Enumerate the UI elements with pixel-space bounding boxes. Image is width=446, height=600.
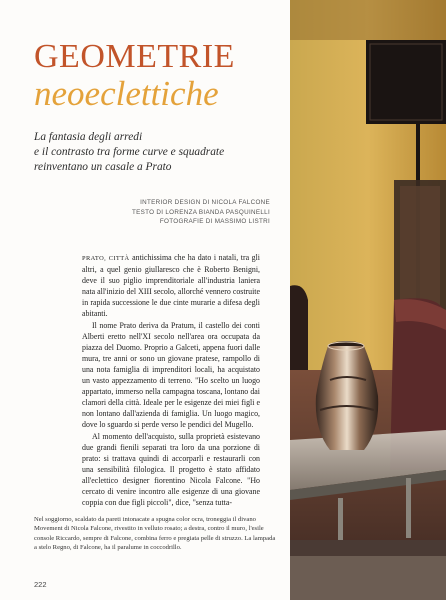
body-paragraph-text: antichissima che ha dato i natali, tra gli altri, a quel genio giullaresco che è Roberto Benigni, deve il suo piglio imprenditoriale all'industria laniera nata all'inizio del XIII secolo, allorché vennero costruite in rapida successione le due cinte murarie a difesa degli abitanti. [82, 253, 260, 319]
body-lead-in: PRATO, CITTÀ [82, 255, 130, 262]
body-paragraph [82, 252, 260, 320]
subtitle-line: e il contrasto tra forme curve e squadrate [34, 146, 225, 158]
article-title: GEOMETRIE [34, 38, 235, 75]
credit-text: TESTO DI LORENZA BIANDA PASQUINELLI [132, 208, 270, 216]
body-paragraph: Al momento dell'acquisto, sulla proprietà esistevano due grandi fienili separati tra loro da una porzione di prato: si trattava quindi di accorparli e restaurarli con una sensibilità filologica. Il progetto è stato affidato all'eclettico designer fiorentino Nicola Falcone. "Ho cercato di venire incontro alle esigenze di una giovane coppia con due figli piccoli", dice, "senza tutta- [82, 431, 260, 508]
page-number: 222 [34, 580, 47, 589]
article-credits [80, 198, 270, 227]
article-body [82, 252, 260, 508]
interior-photo-illustration [290, 0, 446, 600]
subtitle-line: La fantasia degli arredi [34, 131, 143, 143]
article-title-italic: neoeclettiche [34, 74, 219, 113]
interior-photo [290, 0, 446, 600]
body-paragraph: Il nome Prato deriva da Pratum, il castello dei conti Alberti eretto nell'XI secolo nell'area ora occupata da piazza del Duomo. Proprio a Galceti, appena fuori dalle mura, tre anni or sono un giovane pratese, rampollo di una nota famiglia di imprenditori locali, ha acquistato un vasto appezzamento di terreno. "Ho scelto un luogo appartato, immerso nella campagna toscana, lontano dai clamori della città. Ideale per le esigenze dei miei figli e non lontano dall'azienda di famiglia. Un luogo magico, dove lo sguardo si perde verso le pendici del Mugello. [82, 320, 260, 430]
credit-interior-design: INTERIOR DESIGN DI NICOLA FALCONE [140, 199, 270, 206]
article-subtitle [34, 130, 279, 175]
subtitle-line: reinventano un casale a Prato [34, 161, 172, 173]
credit-photos: FOTOGRAFIE DI MASSIMO LISTRI [159, 218, 270, 225]
photo-caption: Nel soggiorno, scaldato da pareti intonacate a spugna color ocra, troneggia il divano Movement di Nicola Falcone, rivestito in velluto rosato; a destra, contro il muro, l'esile console Riccardo, sempre di Falcone, combina ferro e pregiata pelle di struzzo. La lampada a stelo Regno, di Falcone, ha il paralume in coccodrillo. [34, 516, 276, 551]
